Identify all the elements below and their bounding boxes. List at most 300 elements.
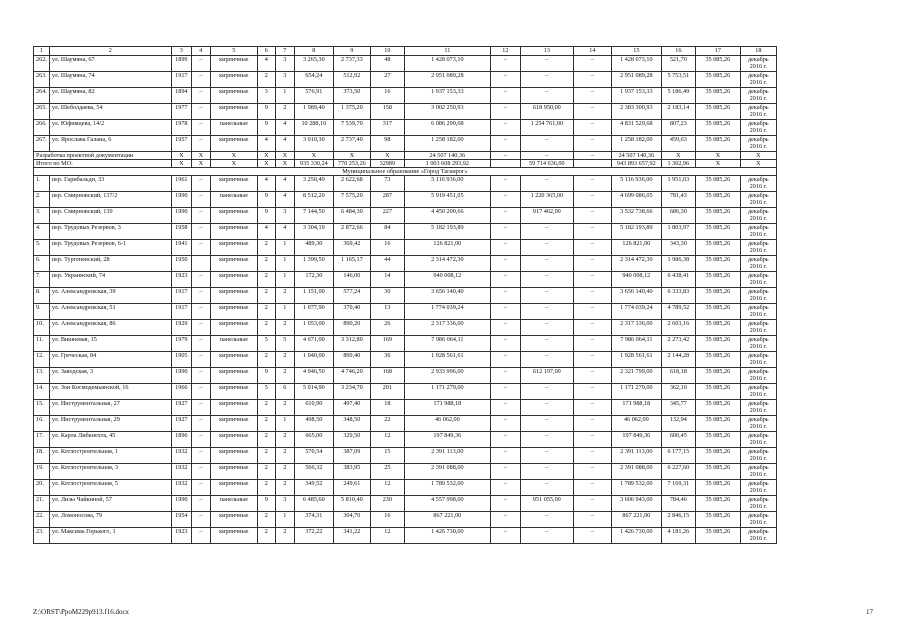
entrances: 3 [275, 72, 294, 88]
completion-date: декабрь 2016 г. [740, 208, 776, 224]
entrances: 2 [275, 464, 294, 480]
floors: 2 [257, 416, 275, 432]
col-12: – [490, 512, 520, 528]
col-4: – [191, 416, 210, 432]
total-cost: 1 003 608 293,92 [404, 160, 490, 168]
floors: 4 [257, 224, 275, 240]
total-cost: 1 171 279,00 [611, 384, 661, 400]
col-12: – [490, 528, 520, 544]
wall-material: кирпичные [210, 72, 257, 88]
unit-cost: 2 846,15 [661, 512, 695, 528]
total-cost: 3 656 140,40 [611, 288, 661, 304]
total-living-area: 770 253,26 [333, 160, 370, 168]
residents: 12 [370, 528, 404, 544]
col-14: – [573, 56, 611, 72]
x-mark: X [740, 160, 776, 168]
entrances: 2 [275, 320, 294, 336]
cost-limit: 35 085,26 [695, 336, 740, 352]
address: пер. Трудовых Резервов, 6-1 [49, 240, 171, 256]
x-mark: X [171, 160, 191, 168]
x-mark: X [695, 152, 740, 160]
x-mark: X [294, 152, 333, 160]
x-mark: X [210, 152, 257, 160]
col-14: – [573, 320, 611, 336]
address: пер. Смирновский, 137/2 [49, 192, 171, 208]
living-area: 369,42 [333, 240, 370, 256]
x-mark: X [257, 152, 275, 160]
design-row-label: Разработка проектной документации [34, 152, 172, 160]
cost-limit: 35 085,26 [695, 120, 740, 136]
unit-cost: 345,77 [661, 400, 695, 416]
total-area: 1 151,00 [294, 288, 333, 304]
unit-cost: 781,43 [661, 192, 695, 208]
entrances: 2 [275, 368, 294, 384]
residents: 73 [370, 176, 404, 192]
total-cost: 2 391 113,00 [611, 448, 661, 464]
address: ул. Греческая, 84 [49, 352, 171, 368]
row-number: 16. [34, 416, 50, 432]
column-number: 13 [520, 47, 573, 56]
living-area: 577,24 [333, 288, 370, 304]
wall-material: кирпичные [210, 512, 257, 528]
col-4: – [191, 352, 210, 368]
col-14: – [573, 224, 611, 240]
col-14: – [573, 104, 611, 120]
completion-date: декабрь 2016 г. [740, 496, 776, 512]
col-13: 612 197,00 [520, 368, 573, 384]
living-area: 899,40 [333, 352, 370, 368]
col-12: – [490, 120, 520, 136]
total-area: 10 288,10 [294, 120, 333, 136]
residents: 26 [370, 320, 404, 336]
residents: 201 [370, 384, 404, 400]
living-area: 348,50 [333, 416, 370, 432]
floors: 9 [257, 120, 275, 136]
completion-date: декабрь 2016 г. [740, 104, 776, 120]
table-row [34, 368, 777, 384]
row-number: 266. [34, 120, 50, 136]
total-area: 349,52 [294, 480, 333, 496]
column-number: 4 [191, 47, 210, 56]
row-number: 1. [34, 176, 50, 192]
address: пер. Трудовых Резервов, 3 [49, 224, 171, 240]
design-documentation-row [34, 152, 777, 160]
table-row [34, 192, 777, 208]
residents: 168 [370, 368, 404, 384]
row-number: 264. [34, 88, 50, 104]
total-cost: 1 928 561,61 [611, 352, 661, 368]
cost-limit: 35 085,26 [695, 384, 740, 400]
entrances: 5 [275, 336, 294, 352]
cost-limit: 35 085,26 [695, 88, 740, 104]
year-built: 1950 [171, 256, 191, 272]
total-area: 935 330,24 [294, 160, 333, 168]
repair-cost: 2 391 113,00 [404, 448, 490, 464]
floors: 2 [257, 352, 275, 368]
col-12: – [490, 224, 520, 240]
floors: 5 [257, 336, 275, 352]
wall-material: кирпичные [210, 528, 257, 544]
table-row [34, 336, 777, 352]
wall-material: кирпичные [210, 104, 257, 120]
floors: 2 [257, 448, 275, 464]
total-cost: 2 951 089,28 [611, 72, 661, 88]
cost-limit: 35 085,26 [695, 224, 740, 240]
table-row [34, 136, 777, 152]
table-row [34, 352, 777, 368]
floors: 2 [257, 464, 275, 480]
col-12: – [490, 104, 520, 120]
unit-cost: 5 186,49 [661, 88, 695, 104]
col-4: – [191, 288, 210, 304]
floors: 2 [257, 240, 275, 256]
col-14: – [573, 384, 611, 400]
col-13: – [520, 136, 573, 152]
total-area: 1 989,40 [294, 104, 333, 120]
year-built: 1932 [171, 448, 191, 464]
row-number: 265. [34, 104, 50, 120]
row-number: 21. [34, 496, 50, 512]
repair-cost: 7 986 064,11 [404, 336, 490, 352]
cost-limit: 35 085,26 [695, 480, 740, 496]
col-14: – [573, 480, 611, 496]
entrances: 2 [275, 528, 294, 544]
col-12: – [490, 320, 520, 336]
unit-cost: 618,18 [661, 368, 695, 384]
living-area: 1 375,20 [333, 104, 370, 120]
entrances: 4 [275, 176, 294, 192]
row-number: 263. [34, 72, 50, 88]
repair-cost: 1 426 730,00 [404, 528, 490, 544]
floors: 9 [257, 208, 275, 224]
wall-material: кирпичные [210, 56, 257, 72]
residents: 18 [370, 400, 404, 416]
total-cost: 1 774 039,24 [611, 304, 661, 320]
repair-cost: 940 008,12 [404, 272, 490, 288]
address: ул. Лизы Чайкиной, 57 [49, 496, 171, 512]
col-12: – [490, 304, 520, 320]
floors: 4 [257, 176, 275, 192]
x-mark: X [191, 152, 210, 160]
cost-limit: 35 085,26 [695, 304, 740, 320]
residents: 14 [370, 272, 404, 288]
wall-material: панельные [210, 120, 257, 136]
cost-limit: 35 085,26 [695, 400, 740, 416]
unit-cost: 6 177,15 [661, 448, 695, 464]
row-number: 20. [34, 480, 50, 496]
floors: 2 [257, 512, 275, 528]
repair-cost: 3 002 250,93 [404, 104, 490, 120]
repair-cost: 2 933 996,00 [404, 368, 490, 384]
completion-date: декабрь 2016 г. [740, 288, 776, 304]
wall-material: панельные [210, 192, 257, 208]
completion-date: декабрь 2016 г. [740, 480, 776, 496]
col-12: – [490, 176, 520, 192]
entrances: 1 [275, 88, 294, 104]
total-cost: 4 699 086,05 [611, 192, 661, 208]
address: ул. Александровская, 51 [49, 304, 171, 320]
completion-date: декабрь 2016 г. [740, 528, 776, 544]
total-unit-cost: 1 302,96 [661, 160, 695, 168]
cost-limit: 35 085,26 [695, 512, 740, 528]
completion-date: декабрь 2016 г. [740, 368, 776, 384]
total-cost: 867 221,00 [611, 512, 661, 528]
wall-material: кирпичные [210, 416, 257, 432]
completion-date: декабрь 2016 г. [740, 224, 776, 240]
table-row [34, 512, 777, 528]
residents: 16 [370, 512, 404, 528]
column-number: 9 [333, 47, 370, 56]
entrances: 2 [275, 432, 294, 448]
x-mark: X [171, 152, 191, 160]
address: ул. Шеболдаева, 54 [49, 104, 171, 120]
repair-cost: 4 557 998,00 [404, 496, 490, 512]
unit-cost: 7 169,31 [661, 480, 695, 496]
living-area: 4 746,20 [333, 368, 370, 384]
col-13: – [520, 288, 573, 304]
table-row [34, 56, 777, 72]
year-built: 1979 [171, 336, 191, 352]
column-number: 1 [34, 47, 50, 56]
cost-limit: 35 085,26 [695, 56, 740, 72]
floors: 9 [257, 496, 275, 512]
column-number: 18 [740, 47, 776, 56]
col-14: – [573, 432, 611, 448]
col-12: – [490, 288, 520, 304]
entrances: 3 [275, 56, 294, 72]
address: ул. Котлостроительная, 5 [49, 480, 171, 496]
row-number: 14. [34, 384, 50, 400]
wall-material: кирпичные [210, 368, 257, 384]
residents: 13 [370, 304, 404, 320]
col-4: – [191, 512, 210, 528]
col-13: – [520, 256, 573, 272]
column-number: 17 [695, 47, 740, 56]
total-area: 1 053,00 [294, 320, 333, 336]
address: ул. Александровская, 86 [49, 320, 171, 336]
total-area: 489,30 [294, 240, 333, 256]
row-number: 23. [34, 528, 50, 544]
column-number: 16 [661, 47, 695, 56]
col-14: – [573, 464, 611, 480]
col-14: – [573, 240, 611, 256]
completion-date: декабрь 2016 г. [740, 272, 776, 288]
row-number: 4. [34, 224, 50, 240]
unit-cost: 1 803,97 [661, 224, 695, 240]
residents: 27 [370, 72, 404, 88]
col-12: – [490, 56, 520, 72]
year-built: 1990 [171, 208, 191, 224]
living-area: 341,22 [333, 528, 370, 544]
year-built: 1958 [171, 224, 191, 240]
col-12: – [490, 240, 520, 256]
table-row [34, 176, 777, 192]
row-number: 13. [34, 368, 50, 384]
x-mark: X [191, 160, 210, 168]
total-area: 1 040,00 [294, 352, 333, 368]
unit-cost: 1 986,38 [661, 256, 695, 272]
residents: 15 [370, 448, 404, 464]
total-area: 374,31 [294, 512, 333, 528]
completion-date: декабрь 2016 г. [740, 432, 776, 448]
col-13: – [520, 416, 573, 432]
completion-date: декабрь 2016 г. [740, 192, 776, 208]
completion-date: декабрь 2016 г. [740, 56, 776, 72]
col-14: – [573, 120, 611, 136]
unit-cost: 1 951,03 [661, 176, 695, 192]
col-14: – [573, 136, 611, 152]
wall-material: кирпичные [210, 400, 257, 416]
column-number: 3 [171, 47, 191, 56]
total-area: 372,22 [294, 528, 333, 544]
unit-cost: 2 144,28 [661, 352, 695, 368]
entrances: 2 [275, 400, 294, 416]
col-12: – [490, 192, 520, 208]
col-4: – [191, 104, 210, 120]
entrances: 6 [275, 384, 294, 400]
col-4 [191, 256, 210, 272]
completion-date: декабрь 2016 г. [740, 88, 776, 104]
year-built: 1896 [171, 432, 191, 448]
col-14 [573, 160, 611, 168]
col-13: – [520, 464, 573, 480]
completion-date: декабрь 2016 г. [740, 464, 776, 480]
floors: 4 [257, 56, 275, 72]
row-number: 19. [34, 464, 50, 480]
x-mark: X [333, 152, 370, 160]
repair-cost: 5 919 451,05 [404, 192, 490, 208]
year-built: 1961 [171, 176, 191, 192]
col-4: – [191, 336, 210, 352]
repair-cost: 1 428 073,10 [404, 56, 490, 72]
floors: 2 [257, 304, 275, 320]
table-row [34, 384, 777, 400]
total-area: 4 671,00 [294, 336, 333, 352]
address: ул. Юфимцева, 14/2 [49, 120, 171, 136]
living-area: 2 872,66 [333, 224, 370, 240]
floors: 2 [257, 288, 275, 304]
row-number: 12. [34, 352, 50, 368]
unit-cost: 459,63 [661, 136, 695, 152]
year-built: 1941 [171, 240, 191, 256]
repair-cost: 171 988,18 [404, 400, 490, 416]
col-13: – [520, 240, 573, 256]
cost-limit: 35 085,26 [695, 240, 740, 256]
address: пер. Гарибальди, 33 [49, 176, 171, 192]
address: ул. Зои Космодемьянской, 16 [49, 384, 171, 400]
cost-limit: 35 085,26 [695, 464, 740, 480]
row-number: 267. [34, 136, 50, 152]
floors: 2 [257, 256, 275, 272]
address: ул. Ломоносова, 79 [49, 512, 171, 528]
floors: 3 [257, 88, 275, 104]
row-number: 2. [34, 192, 50, 208]
wall-material: кирпичные [210, 448, 257, 464]
total-cost: 7 986 064,11 [611, 336, 661, 352]
repair-cost: 1 789 532,00 [404, 480, 490, 496]
col-4: – [191, 224, 210, 240]
completion-date: декабрь 2016 г. [740, 320, 776, 336]
col-14: – [573, 152, 611, 160]
col-4: – [191, 448, 210, 464]
col-12: – [490, 448, 520, 464]
year-built: 1917 [171, 304, 191, 320]
living-area: 497,40 [333, 400, 370, 416]
living-area: 512,92 [333, 72, 370, 88]
total-cost: 2 317 336,00 [611, 320, 661, 336]
floors: 9 [257, 104, 275, 120]
table-row [34, 496, 777, 512]
year-built: 1923 [171, 272, 191, 288]
col-13: – [520, 152, 573, 160]
design-cost: 24 507 140,36 [404, 152, 490, 160]
address: ул. Котлостроительная, 3 [49, 464, 171, 480]
table-row [34, 120, 777, 136]
cost-limit: 35 085,26 [695, 208, 740, 224]
entrances: 2 [275, 288, 294, 304]
col-12: – [490, 88, 520, 104]
col-4: – [191, 208, 210, 224]
table-row [34, 224, 777, 240]
col-14: – [573, 496, 611, 512]
total-area: 5 014,90 [294, 384, 333, 400]
table-row [34, 304, 777, 320]
table-row [34, 256, 777, 272]
col-12: – [490, 352, 520, 368]
total-area: 1 399,50 [294, 256, 333, 272]
living-area: 7 575,20 [333, 192, 370, 208]
entrances: 4 [275, 120, 294, 136]
residents: 22 [370, 416, 404, 432]
completion-date: декабрь 2016 г. [740, 256, 776, 272]
repair-cost: 1 937 153,33 [404, 88, 490, 104]
col-4: – [191, 528, 210, 544]
col-13: – [520, 224, 573, 240]
col-13: – [520, 336, 573, 352]
wall-material: кирпичные [210, 176, 257, 192]
total-cost: 2 321 799,00 [611, 368, 661, 384]
col-13: – [520, 512, 573, 528]
completion-date: декабрь 2016 г. [740, 240, 776, 256]
col-13: – [520, 176, 573, 192]
year-built: 1923 [171, 528, 191, 544]
table-row [34, 240, 777, 256]
col-13: – [520, 272, 573, 288]
row-number: 15. [34, 400, 50, 416]
cost-limit: 35 085,26 [695, 416, 740, 432]
entrances: 1 [275, 416, 294, 432]
living-area: 6 484,30 [333, 208, 370, 224]
total-cost: 1 428 073,10 [611, 56, 661, 72]
year-built: 1905 [171, 352, 191, 368]
wall-material: кирпичные [210, 352, 257, 368]
table-row [34, 432, 777, 448]
table-row [34, 88, 777, 104]
col-14: – [573, 512, 611, 528]
entrances: 4 [275, 192, 294, 208]
floors: 2 [257, 400, 275, 416]
entrances: 4 [275, 136, 294, 152]
year-built: 1954 [171, 512, 191, 528]
unit-cost: 686,30 [661, 208, 695, 224]
col-14: – [573, 256, 611, 272]
cost-limit: 35 085,26 [695, 288, 740, 304]
col-14: – [573, 88, 611, 104]
cost-limit: 35 085,26 [695, 192, 740, 208]
total-cost: 1 258 182,00 [611, 136, 661, 152]
address: пер. Тургеневский, 28 [49, 256, 171, 272]
total-area: 665,00 [294, 432, 333, 448]
